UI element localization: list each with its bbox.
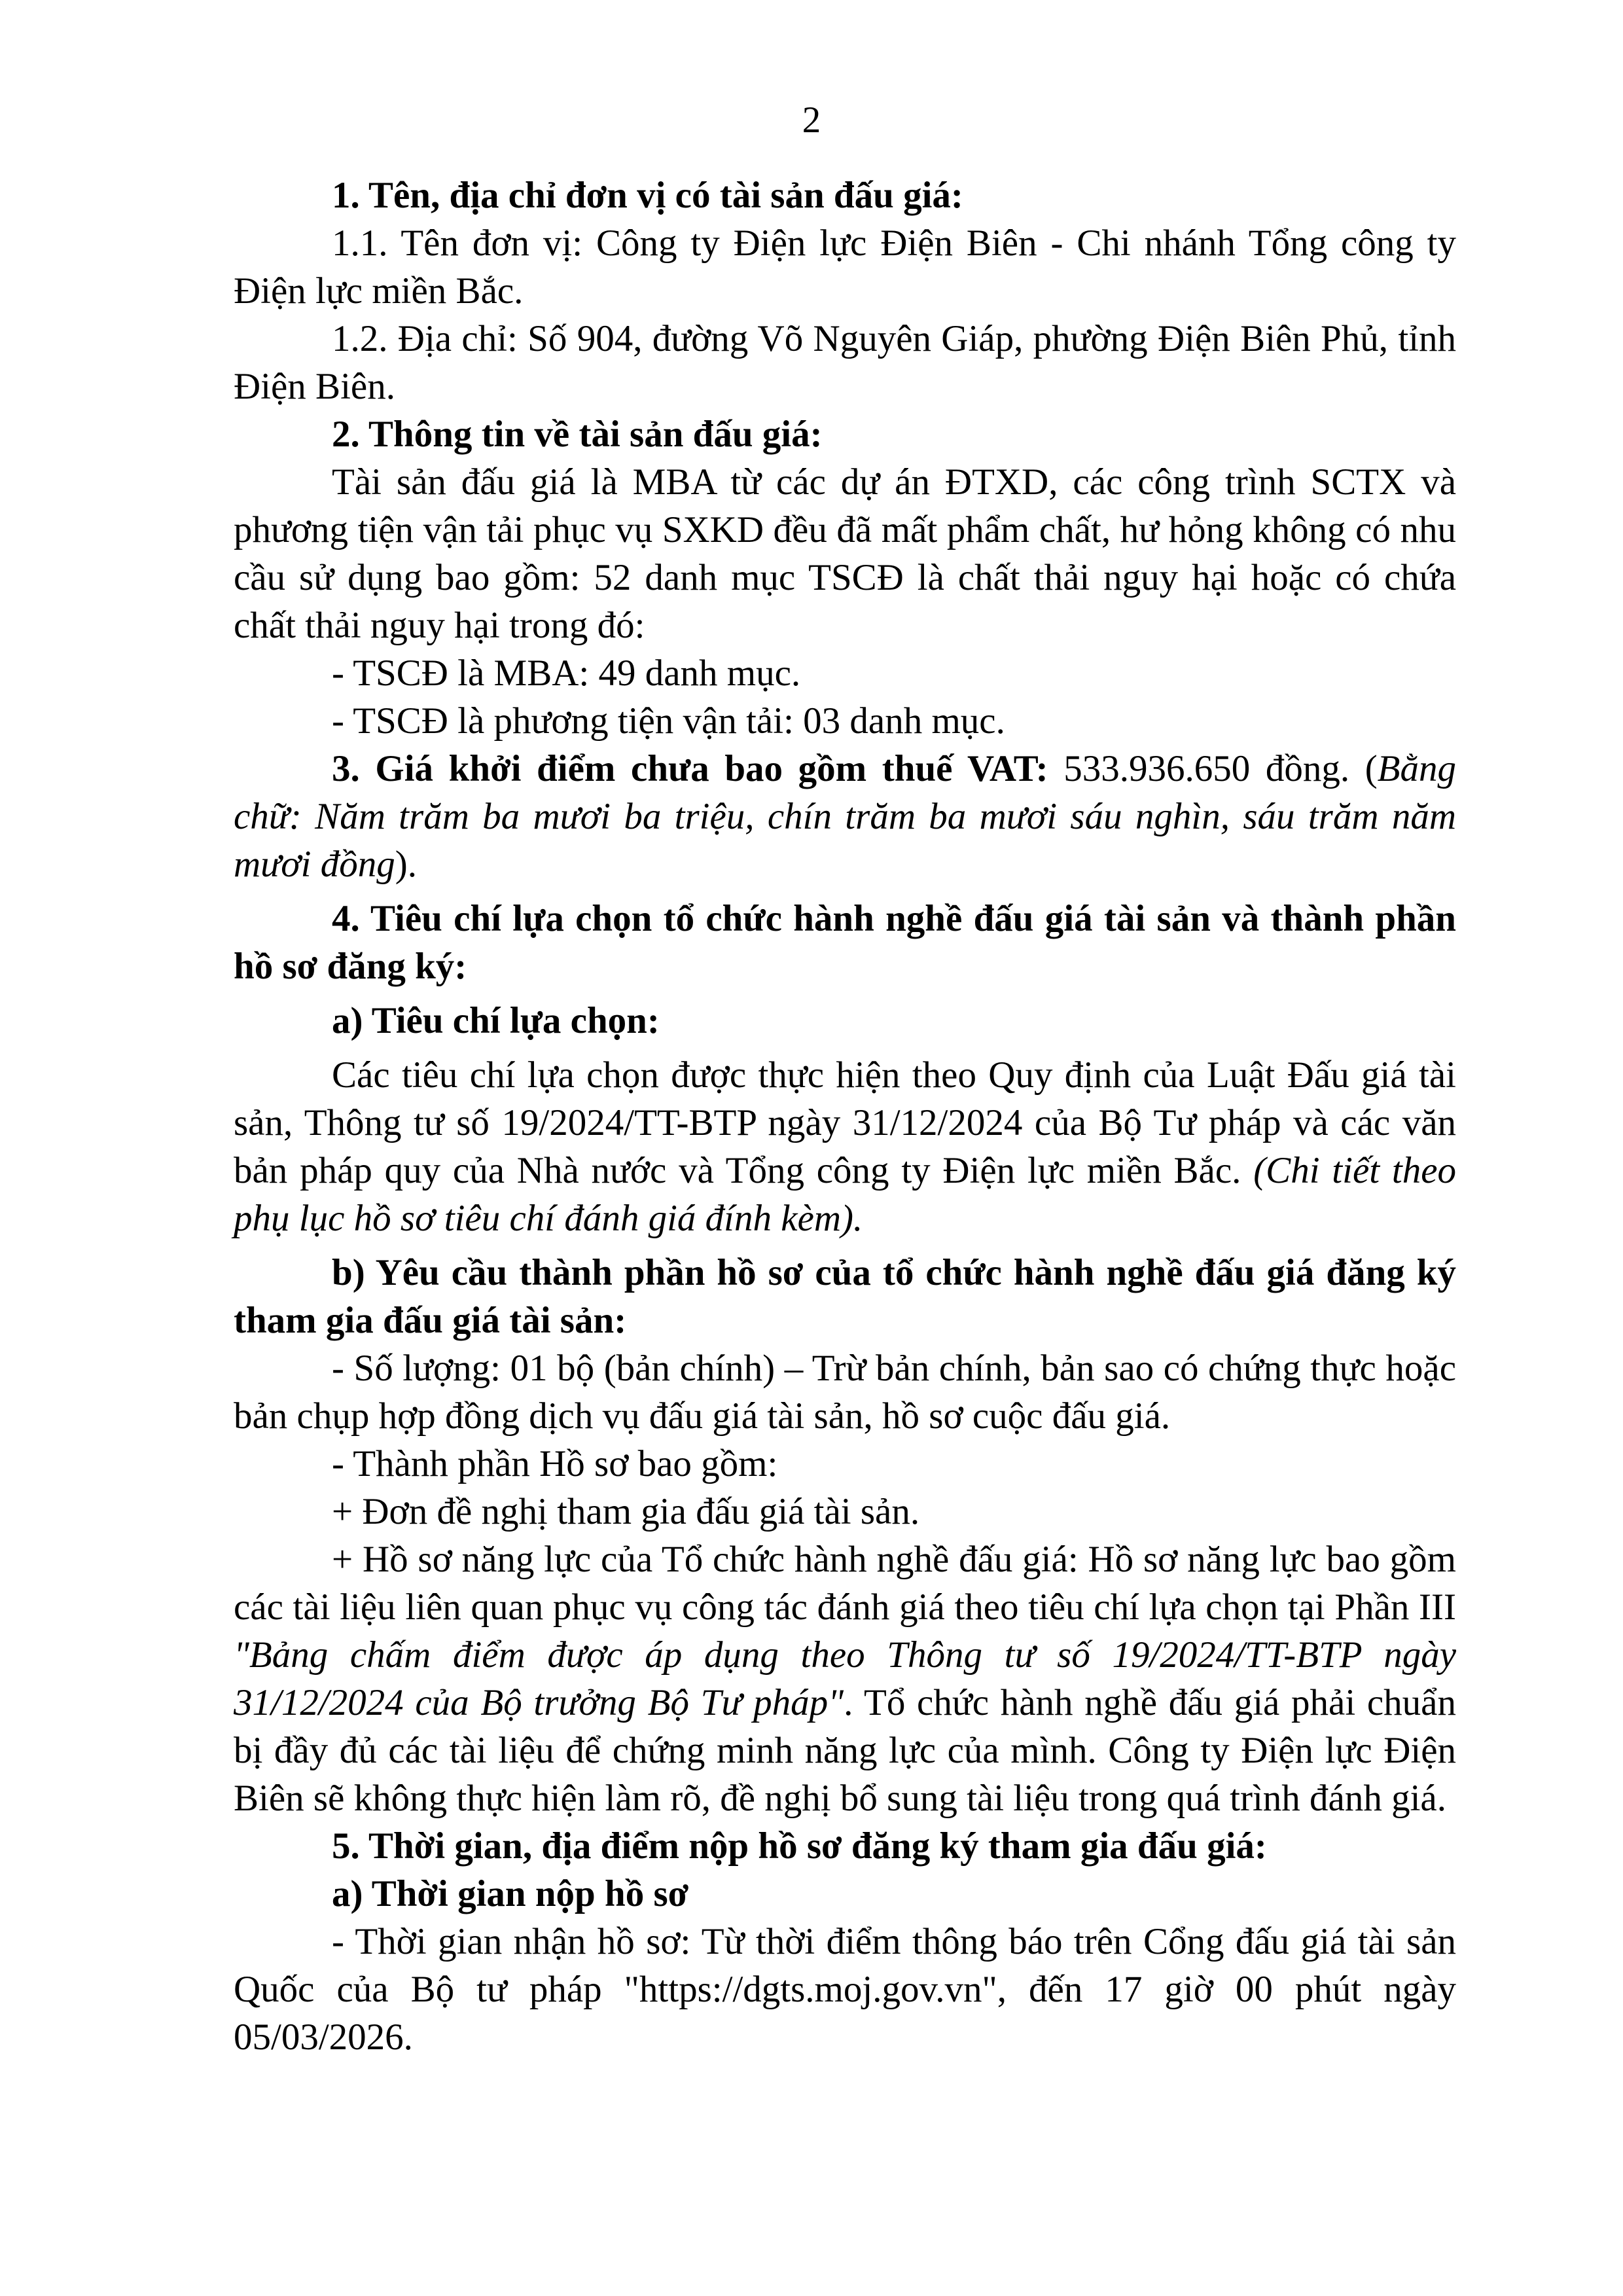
dossier-capacity-reference: "Bảng chấm điểm được áp dụng theo Thông tư số 19/2024/TT-BTP ngày 31/12/2024 của Bộ trưởng Bộ Tư pháp" xyxy=(234,1634,1456,1723)
section-3-heading: 3. Giá khởi điểm chưa bao gồm thuế VAT: xyxy=(332,748,1048,789)
criteria-text-note: (Chi tiết theo phụ lục hồ sơ tiêu chí đánh giá đính kèm). xyxy=(234,1150,1457,1239)
submission-time-text: - Thời gian nhận hồ sơ: Từ thời điểm thông báo trên Cổng đấu giá tài sản Quốc của Bộ tư pháp "https://dgts.moj.gov.vn", đến 17 giờ 00 phút ngày 05/03/2026. xyxy=(234,1921,1456,2058)
price-in-words: Bằng chữ: Năm trăm ba mươi ba triệu, chín trăm ba mươi sáu nghìn, sáu trăm năm mươi đồng xyxy=(234,748,1456,885)
asset-item-vehicle: - TSCĐ là phương tiện vận tải: 03 danh mục. xyxy=(332,700,1005,742)
price-paren-end: ). xyxy=(395,844,417,885)
criteria-text-main: Các tiêu chí lựa chọn được thực hiện theo Quy định của Luật Đấu giá tài sản, Thông tư số 19/2024/TT-BTP ngày 31/12/2024 của Bộ Tư pháp và các văn bản pháp quy của Nhà nước và Tổng công ty Điện lực miền Bắc. xyxy=(234,1054,1456,1191)
criteria-text xyxy=(234,1051,1456,1242)
dossier-capacity-text: + Hồ sơ năng lực của Tổ chức hành nghề đấu giá: Hồ sơ năng lực bao gồm các tài liệu liên quan phục vụ công tác đánh giá theo tiêu chí lựa chọn tại Phần III xyxy=(234,1539,1456,1628)
starting-price-paragraph xyxy=(234,745,1456,888)
dossier-requirements-heading: b) Yêu cầu thành phần hồ sơ của tổ chức hành nghề đấu giá đăng ký tham gia đấu giá tài sản: xyxy=(234,1252,1456,1341)
dossier-capacity-text-end: . Tổ chức hành nghề đấu giá phải chuẩn bị đầy đủ các tài liệu để chứng minh năng lực của mình. Công ty Điện lực Điện Biên sẽ không thực hiện làm rõ, đề nghị bổ sung tài liệu trong quá trình đánh giá. xyxy=(234,1682,1456,1819)
dossier-components: - Thành phần Hồ sơ bao gồm: xyxy=(332,1443,778,1484)
page-number: 2 xyxy=(802,99,821,141)
section-1-heading: 1. Tên, địa chỉ đơn vị có tài sản đấu giá: xyxy=(332,175,963,216)
submission-time-heading: a) Thời gian nộp hồ sơ xyxy=(332,1873,689,1914)
unit-name: 1.1. Tên đơn vị: Công ty Điện lực Điện Biên - Chi nhánh Tổng công ty Điện lực miền Bắc. xyxy=(234,223,1456,312)
starting-price-value: 533.936.650 đồng. ( xyxy=(1048,748,1378,789)
asset-item-mba: - TSCĐ là MBA: 49 danh mục. xyxy=(332,653,801,694)
dossier-item-application: + Đơn đề nghị tham gia đấu giá tài sản. xyxy=(332,1491,920,1532)
criteria-heading: a) Tiêu chí lựa chọn: xyxy=(332,1000,660,1041)
unit-address: 1.2. Địa chỉ: Số 904, đường Võ Nguyên Giáp, phường Điện Biên Phủ, tỉnh Điện Biên. xyxy=(234,318,1456,407)
section-2-heading: 2. Thông tin về tài sản đấu giá: xyxy=(332,414,823,455)
dossier-item-capacity xyxy=(234,1535,1456,1822)
section-5-heading: 5. Thời gian, địa điểm nộp hồ sơ đăng ký tham gia đấu giá: xyxy=(332,1825,1267,1867)
dossier-quantity: - Số lượng: 01 bộ (bản chính) – Trừ bản chính, bản sao có chứng thực hoặc bản chụp hợp đồng dịch vụ đấu giá tài sản, hồ sơ cuộc đấu giá. xyxy=(234,1348,1456,1437)
section-4-heading: 4. Tiêu chí lựa chọn tổ chức hành nghề đấu giá tài sản và thành phần hồ sơ đăng ký: xyxy=(234,898,1456,987)
asset-description: Tài sản đấu giá là MBA từ các dự án ĐTXD, các công trình SCTX và phương tiện vận tải phục vụ SXKD đều đã mất phẩm chất, hư hỏng không có nhu cầu sử dụng bao gồm: 52 danh mục TSCĐ là chất thải nguy hại hoặc có chứa chất thải nguy hại trong đó: xyxy=(234,461,1456,646)
document-body xyxy=(234,171,1456,2061)
